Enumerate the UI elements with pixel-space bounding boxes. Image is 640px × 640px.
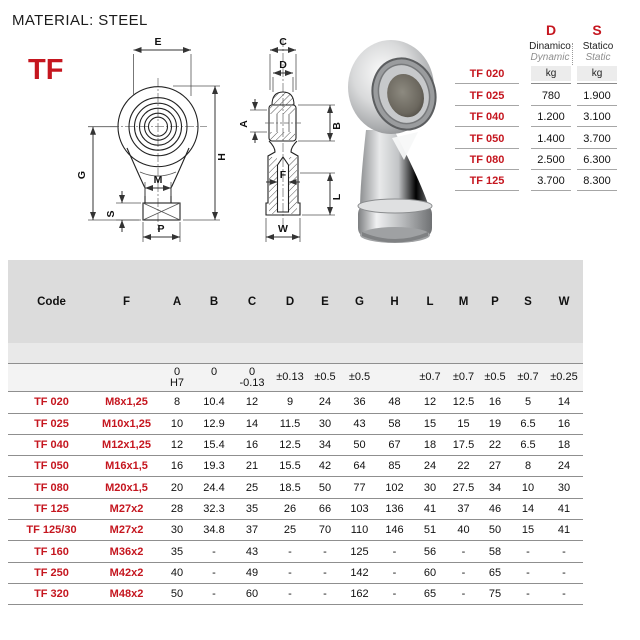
- value-cell: 43: [342, 413, 377, 434]
- value-cell: 35: [232, 498, 272, 519]
- dynamic-value: 1.200: [531, 111, 571, 127]
- value-cell: -: [448, 583, 479, 604]
- value-cell: -: [545, 562, 583, 583]
- table-row: [8, 477, 583, 498]
- tolerance-cell: [377, 364, 412, 392]
- value-cell: 12: [412, 392, 448, 413]
- value-cell: -: [272, 583, 308, 604]
- value-cell: -: [196, 541, 232, 562]
- load-table-row: [455, 127, 635, 148]
- tolerance-value: ±0.25: [550, 371, 578, 384]
- value-cell: 27: [479, 456, 511, 477]
- value-cell: 28: [158, 498, 196, 519]
- tolerance-cell: [196, 364, 232, 392]
- value-cell: 24: [545, 456, 583, 477]
- column-header: Code: [8, 260, 95, 343]
- dimension-table-header-row: [8, 260, 583, 343]
- value-cell: 18: [412, 434, 448, 455]
- value-cell: 65: [479, 562, 511, 583]
- value-cell: 21: [232, 456, 272, 477]
- value-cell: 30: [545, 477, 583, 498]
- value-cell: 46: [479, 498, 511, 519]
- column-header: D: [272, 260, 308, 343]
- code-cell: TF 040: [8, 434, 95, 455]
- value-cell: 50: [479, 520, 511, 541]
- value-cell: 12.9: [196, 413, 232, 434]
- value-cell: 9: [272, 392, 308, 413]
- table-row: [8, 498, 583, 519]
- table-row: [8, 520, 583, 541]
- material-title: MATERIAL: STEEL: [12, 12, 148, 29]
- load-table-row: [455, 170, 635, 191]
- tolerance-cell: [448, 364, 479, 392]
- value-cell: 16: [232, 434, 272, 455]
- value-cell: 16: [479, 392, 511, 413]
- tolerance-value: ±0.7: [419, 371, 441, 384]
- value-cell: 26: [272, 498, 308, 519]
- dim-label-b: B: [331, 122, 343, 130]
- side-view-drawing: [238, 36, 343, 242]
- code-cell: TF 125/30: [8, 520, 95, 541]
- load-table-row: [455, 106, 635, 127]
- value-cell: -: [545, 583, 583, 604]
- tolerance-cell: [232, 364, 272, 392]
- column-header: B: [196, 260, 232, 343]
- dynamic-value: [531, 66, 571, 84]
- value-cell: 75: [479, 583, 511, 604]
- value-cell: 41: [545, 520, 583, 541]
- tolerance-line: H7: [169, 376, 185, 389]
- value-cell: 10: [511, 477, 545, 498]
- value-cell: -: [308, 583, 342, 604]
- technical-drawing: [55, 30, 347, 248]
- tolerance-value: ±0.5: [348, 371, 371, 384]
- static-column-label: Statico Static: [582, 41, 614, 63]
- static-value: 8.300: [577, 175, 617, 191]
- value-cell: -: [272, 541, 308, 562]
- thread-cell: M12x1,25: [95, 434, 158, 455]
- front-view-drawing: [76, 36, 228, 242]
- value-cell: 142: [342, 562, 377, 583]
- dim-label-l: L: [331, 193, 343, 201]
- value-cell: 12.5: [448, 392, 479, 413]
- value-cell: -: [511, 583, 545, 604]
- code-cell: TF 125: [8, 498, 95, 519]
- thread-cell: M20x1,5: [95, 477, 158, 498]
- code-cell: TF 025: [8, 413, 95, 434]
- value-cell: 37: [448, 498, 479, 519]
- tolerance-value: ±0.5: [484, 371, 506, 384]
- thread-cell: M10x1,25: [95, 413, 158, 434]
- code-cell: TF 250: [8, 562, 95, 583]
- value-cell: 32.3: [196, 498, 232, 519]
- value-cell: 12: [232, 392, 272, 413]
- value-cell: -: [545, 541, 583, 562]
- kg-unit-box: kg: [577, 66, 617, 81]
- tolerance-cell: [158, 364, 196, 392]
- value-cell: 60: [232, 583, 272, 604]
- thread-cell: M42x2: [95, 562, 158, 583]
- load-table-header: [455, 20, 635, 62]
- tolerance-cell: [412, 364, 448, 392]
- tolerance-line: -0.13: [239, 376, 265, 389]
- thread-cell: M36x2: [95, 541, 158, 562]
- header-spacer-row: [8, 343, 583, 364]
- value-cell: -: [511, 562, 545, 583]
- value-cell: 18.5: [272, 477, 308, 498]
- dim-label-s: S: [105, 210, 117, 218]
- table-row: [8, 541, 583, 562]
- load-row-code: TF 020: [455, 68, 519, 84]
- tolerance-line: [196, 378, 232, 389]
- value-cell: -: [448, 562, 479, 583]
- dim-label-c: C: [279, 36, 287, 48]
- value-cell: 48: [377, 392, 412, 413]
- value-cell: 30: [308, 413, 342, 434]
- load-rating-table: [455, 20, 635, 191]
- tolerance-line: 0: [173, 365, 181, 378]
- value-cell: 40: [448, 520, 479, 541]
- dim-label-d: D: [279, 59, 287, 71]
- value-cell: 24: [412, 456, 448, 477]
- load-table-row: [455, 149, 635, 170]
- value-cell: -: [308, 541, 342, 562]
- column-divider-dotted: [572, 43, 573, 65]
- value-cell: -: [377, 541, 412, 562]
- static-column-letter: S: [592, 22, 602, 38]
- value-cell: 16: [158, 456, 196, 477]
- tolerance-cell: [545, 364, 583, 392]
- column-header: A: [158, 260, 196, 343]
- value-cell: 30: [412, 477, 448, 498]
- value-cell: 34: [308, 434, 342, 455]
- value-cell: -: [448, 541, 479, 562]
- load-table-row: [455, 84, 635, 105]
- value-cell: 15.5: [272, 456, 308, 477]
- table-row: [8, 583, 583, 604]
- dim-label-g: G: [76, 170, 88, 180]
- static-value: 1.900: [577, 90, 617, 106]
- dim-label-p: P: [157, 223, 165, 235]
- tolerance-cell: [8, 364, 95, 392]
- dimension-table: [8, 260, 583, 605]
- dim-label-w: W: [278, 223, 288, 235]
- value-cell: 66: [308, 498, 342, 519]
- dynamic-value: 1.400: [531, 133, 571, 149]
- value-cell: 41: [545, 498, 583, 519]
- table-row: [8, 456, 583, 477]
- kg-unit-box: kg: [531, 66, 571, 81]
- column-header: S: [511, 260, 545, 343]
- series-logo: TF: [28, 54, 64, 86]
- tolerance-line: 0: [210, 365, 218, 378]
- value-cell: -: [308, 562, 342, 583]
- value-cell: 15: [412, 413, 448, 434]
- value-cell: 102: [377, 477, 412, 498]
- static-value: [577, 66, 617, 84]
- value-cell: 15: [448, 413, 479, 434]
- column-header: L: [412, 260, 448, 343]
- value-cell: 20: [158, 477, 196, 498]
- static-value: 6.300: [577, 154, 617, 170]
- table-row: [8, 392, 583, 413]
- value-cell: 70: [308, 520, 342, 541]
- value-cell: 85: [377, 456, 412, 477]
- value-cell: 42: [308, 456, 342, 477]
- code-cell: TF 320: [8, 583, 95, 604]
- thread-cell: M27x2: [95, 520, 158, 541]
- value-cell: 15.4: [196, 434, 232, 455]
- value-cell: -: [377, 583, 412, 604]
- value-cell: 22: [479, 434, 511, 455]
- value-cell: 162: [342, 583, 377, 604]
- column-header: H: [377, 260, 412, 343]
- value-cell: 41: [412, 498, 448, 519]
- column-header: W: [545, 260, 583, 343]
- value-cell: 14: [232, 413, 272, 434]
- value-cell: 64: [342, 456, 377, 477]
- value-cell: -: [511, 541, 545, 562]
- value-cell: 110: [342, 520, 377, 541]
- value-cell: 15: [511, 520, 545, 541]
- column-header: C: [232, 260, 272, 343]
- value-cell: 65: [412, 583, 448, 604]
- tolerance-cell: [272, 364, 308, 392]
- static-value: 3.700: [577, 133, 617, 149]
- value-cell: 5: [511, 392, 545, 413]
- value-cell: 19.3: [196, 456, 232, 477]
- tolerance-value: ±0.5: [314, 371, 336, 384]
- table-row: [8, 413, 583, 434]
- value-cell: 24.4: [196, 477, 232, 498]
- value-cell: 14: [545, 392, 583, 413]
- code-cell: TF 050: [8, 456, 95, 477]
- load-row-code: TF 125: [455, 175, 519, 191]
- value-cell: -: [196, 583, 232, 604]
- value-cell: 50: [308, 477, 342, 498]
- tolerance-value: ±0.7: [452, 371, 475, 384]
- value-cell: 36: [342, 392, 377, 413]
- dynamic-column-label: Dinamico Dynamic: [529, 41, 571, 63]
- value-cell: -: [377, 562, 412, 583]
- value-cell: 34: [479, 477, 511, 498]
- value-cell: 37: [232, 520, 272, 541]
- load-table-rows: [455, 63, 635, 191]
- value-cell: 12.5: [272, 434, 308, 455]
- tolerance-cell: [308, 364, 342, 392]
- tolerance-value: ±0.7: [517, 371, 539, 384]
- value-cell: 35: [158, 541, 196, 562]
- load-row-code: TF 080: [455, 154, 519, 170]
- dynamic-column-letter: D: [545, 22, 557, 38]
- value-cell: 146: [377, 520, 412, 541]
- thread-cell: M16x1,5: [95, 456, 158, 477]
- value-cell: 24: [308, 392, 342, 413]
- column-header: E: [308, 260, 342, 343]
- value-cell: 18: [545, 434, 583, 455]
- value-cell: 25: [232, 477, 272, 498]
- code-cell: TF 020: [8, 392, 95, 413]
- column-header: M: [448, 260, 479, 343]
- tolerance-cell: [95, 364, 158, 392]
- value-cell: 50: [158, 583, 196, 604]
- value-cell: 56: [412, 541, 448, 562]
- value-cell: 49: [232, 562, 272, 583]
- dim-label-e: E: [154, 36, 162, 48]
- value-cell: 67: [377, 434, 412, 455]
- dynamic-value: 2.500: [531, 154, 571, 170]
- tolerance-value: ±0.13: [276, 371, 304, 384]
- tolerance-cell: [342, 364, 377, 392]
- thread-cell: M48x2: [95, 583, 158, 604]
- value-cell: 27.5: [448, 477, 479, 498]
- static-value: 3.100: [577, 111, 617, 127]
- value-cell: -: [272, 562, 308, 583]
- value-cell: 34.8: [196, 520, 232, 541]
- value-cell: 11.5: [272, 413, 308, 434]
- code-cell: TF 160: [8, 541, 95, 562]
- column-header: G: [342, 260, 377, 343]
- tolerance-cell: [479, 364, 511, 392]
- thread-cell: M8x1,25: [95, 392, 158, 413]
- value-cell: 60: [412, 562, 448, 583]
- value-cell: 6.5: [511, 413, 545, 434]
- value-cell: 19: [479, 413, 511, 434]
- dim-label-a: A: [238, 120, 250, 128]
- value-cell: 43: [232, 541, 272, 562]
- value-cell: 8: [158, 392, 196, 413]
- value-cell: 58: [377, 413, 412, 434]
- table-row: [8, 434, 583, 455]
- dim-label-h: H: [216, 153, 228, 161]
- table-row: [8, 562, 583, 583]
- value-cell: 10.4: [196, 392, 232, 413]
- value-cell: 12: [158, 434, 196, 455]
- code-cell: TF 080: [8, 477, 95, 498]
- value-cell: 103: [342, 498, 377, 519]
- dim-label-m: M: [153, 174, 163, 186]
- load-row-code: TF 040: [455, 111, 519, 127]
- load-table-row: [455, 63, 635, 84]
- value-cell: -: [196, 562, 232, 583]
- value-cell: 30: [158, 520, 196, 541]
- column-header: P: [479, 260, 511, 343]
- load-row-code: TF 025: [455, 90, 519, 106]
- tolerance-row: [8, 364, 583, 392]
- value-cell: 16: [545, 413, 583, 434]
- dynamic-value: 780: [531, 90, 571, 106]
- value-cell: 125: [342, 541, 377, 562]
- value-cell: 10: [158, 413, 196, 434]
- value-cell: 8: [511, 456, 545, 477]
- value-cell: 6.5: [511, 434, 545, 455]
- dim-label-f: F: [279, 169, 287, 181]
- dimension-table-wrap: [8, 260, 583, 605]
- tolerance-line: 0: [248, 365, 256, 378]
- value-cell: 136: [377, 498, 412, 519]
- dimension-table-body: [8, 343, 583, 605]
- value-cell: 58: [479, 541, 511, 562]
- value-cell: 50: [342, 434, 377, 455]
- value-cell: 22: [448, 456, 479, 477]
- value-cell: 40: [158, 562, 196, 583]
- value-cell: 17.5: [448, 434, 479, 455]
- tolerance-cell: [511, 364, 545, 392]
- value-cell: 14: [511, 498, 545, 519]
- value-cell: 51: [412, 520, 448, 541]
- dynamic-value: 3.700: [531, 175, 571, 191]
- thread-cell: M27x2: [95, 498, 158, 519]
- load-row-code: TF 050: [455, 133, 519, 149]
- value-cell: 25: [272, 520, 308, 541]
- value-cell: 77: [342, 477, 377, 498]
- column-header: F: [95, 260, 158, 343]
